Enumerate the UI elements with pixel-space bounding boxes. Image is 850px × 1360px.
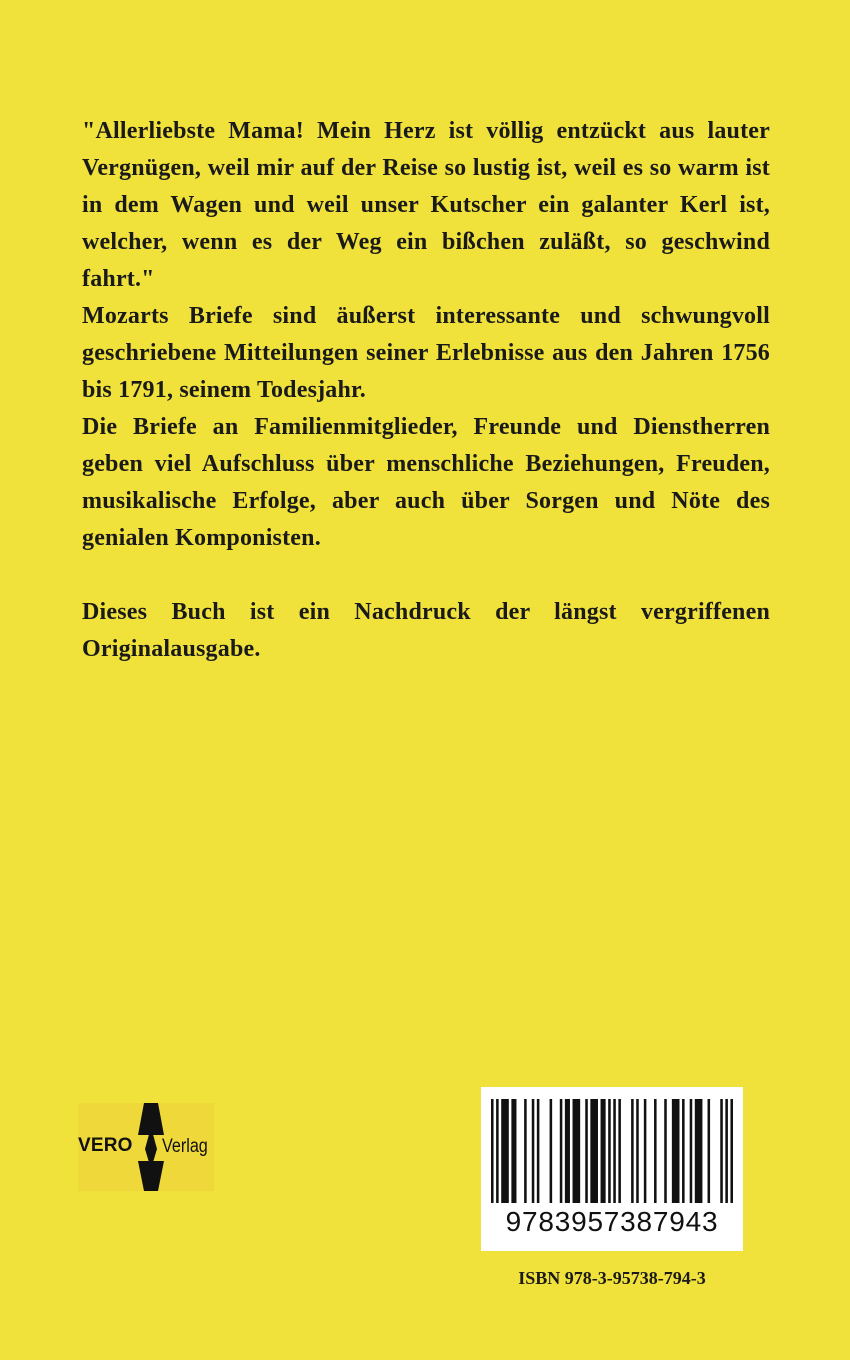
barcode-bar xyxy=(636,1099,639,1203)
isbn-label: ISBN 978-3-95738-794-3 xyxy=(518,1268,706,1288)
barcode-bar xyxy=(695,1099,703,1203)
barcode-bar xyxy=(708,1099,711,1203)
description-paragraph-2: Die Briefe an Familienmitglieder, Freunde und Dienstherren geben viel Aufschluss über menschliche Beziehungen, Freuden, musikalische Erfolge, aber auch über Sorgen und Nöte des genialen Komponisten. xyxy=(82,414,770,551)
barcode xyxy=(481,1087,743,1251)
publisher-logo xyxy=(78,1103,214,1191)
reprint-note: Dieses Buch ist ein Nachdruck der längst vergriffenen Originalausgabe. xyxy=(82,599,770,662)
barcode-bar xyxy=(601,1099,606,1203)
description-paragraph: Mozarts Briefe sind äußerst interessante und schwungvoll geschriebene Mitteilungen seiner Erlebnisse aus den Jahren 1756 bis 1791, seinem Todesjahr. xyxy=(82,303,770,403)
barcode-digits: 9783957387943 xyxy=(505,1206,719,1237)
barcode-bar xyxy=(672,1099,680,1203)
barcode-bar xyxy=(511,1099,516,1203)
barcode-bar xyxy=(532,1099,535,1203)
barcode-bar xyxy=(644,1099,647,1203)
barcode-bar xyxy=(573,1099,581,1203)
barcode-bar xyxy=(730,1099,733,1203)
barcode-bar xyxy=(560,1099,563,1203)
barcode-bar xyxy=(590,1099,598,1203)
barcode-bar xyxy=(682,1099,685,1203)
barcode-bar xyxy=(496,1099,499,1203)
back-cover-blurb xyxy=(82,113,770,668)
barcode-bar xyxy=(664,1099,667,1203)
barcode-bar xyxy=(585,1099,588,1203)
barcode-bar xyxy=(725,1099,728,1203)
barcode-bar xyxy=(690,1099,693,1203)
logo-text-vero: VERO xyxy=(78,1135,133,1156)
barcode-bar xyxy=(720,1099,723,1203)
barcode-bar xyxy=(613,1099,616,1203)
quote-paragraph: "Allerliebste Mama! Mein Herz ist völlig entzückt aus lauter Vergnügen, weil mir auf der Reise so lustig ist, weil es so warm ist in dem Wagen und weil unser Kutscher ein galanter Kerl ist, welcher, wenn es der Weg ein bißchen zuläßt, so geschwind fahrt." xyxy=(82,118,770,292)
barcode-bar xyxy=(631,1099,634,1203)
barcode-bar xyxy=(491,1099,494,1203)
barcode-bar xyxy=(565,1099,570,1203)
logo-text-verlag: Verlag xyxy=(162,1136,208,1157)
barcode-bar xyxy=(608,1099,611,1203)
barcode-bar xyxy=(550,1099,553,1203)
barcode-bar xyxy=(537,1099,540,1203)
barcode-bar xyxy=(524,1099,527,1203)
barcode-bars xyxy=(491,1099,733,1203)
barcode-bar xyxy=(618,1099,621,1203)
barcode-bar xyxy=(654,1099,657,1203)
barcode-bar xyxy=(501,1099,509,1203)
